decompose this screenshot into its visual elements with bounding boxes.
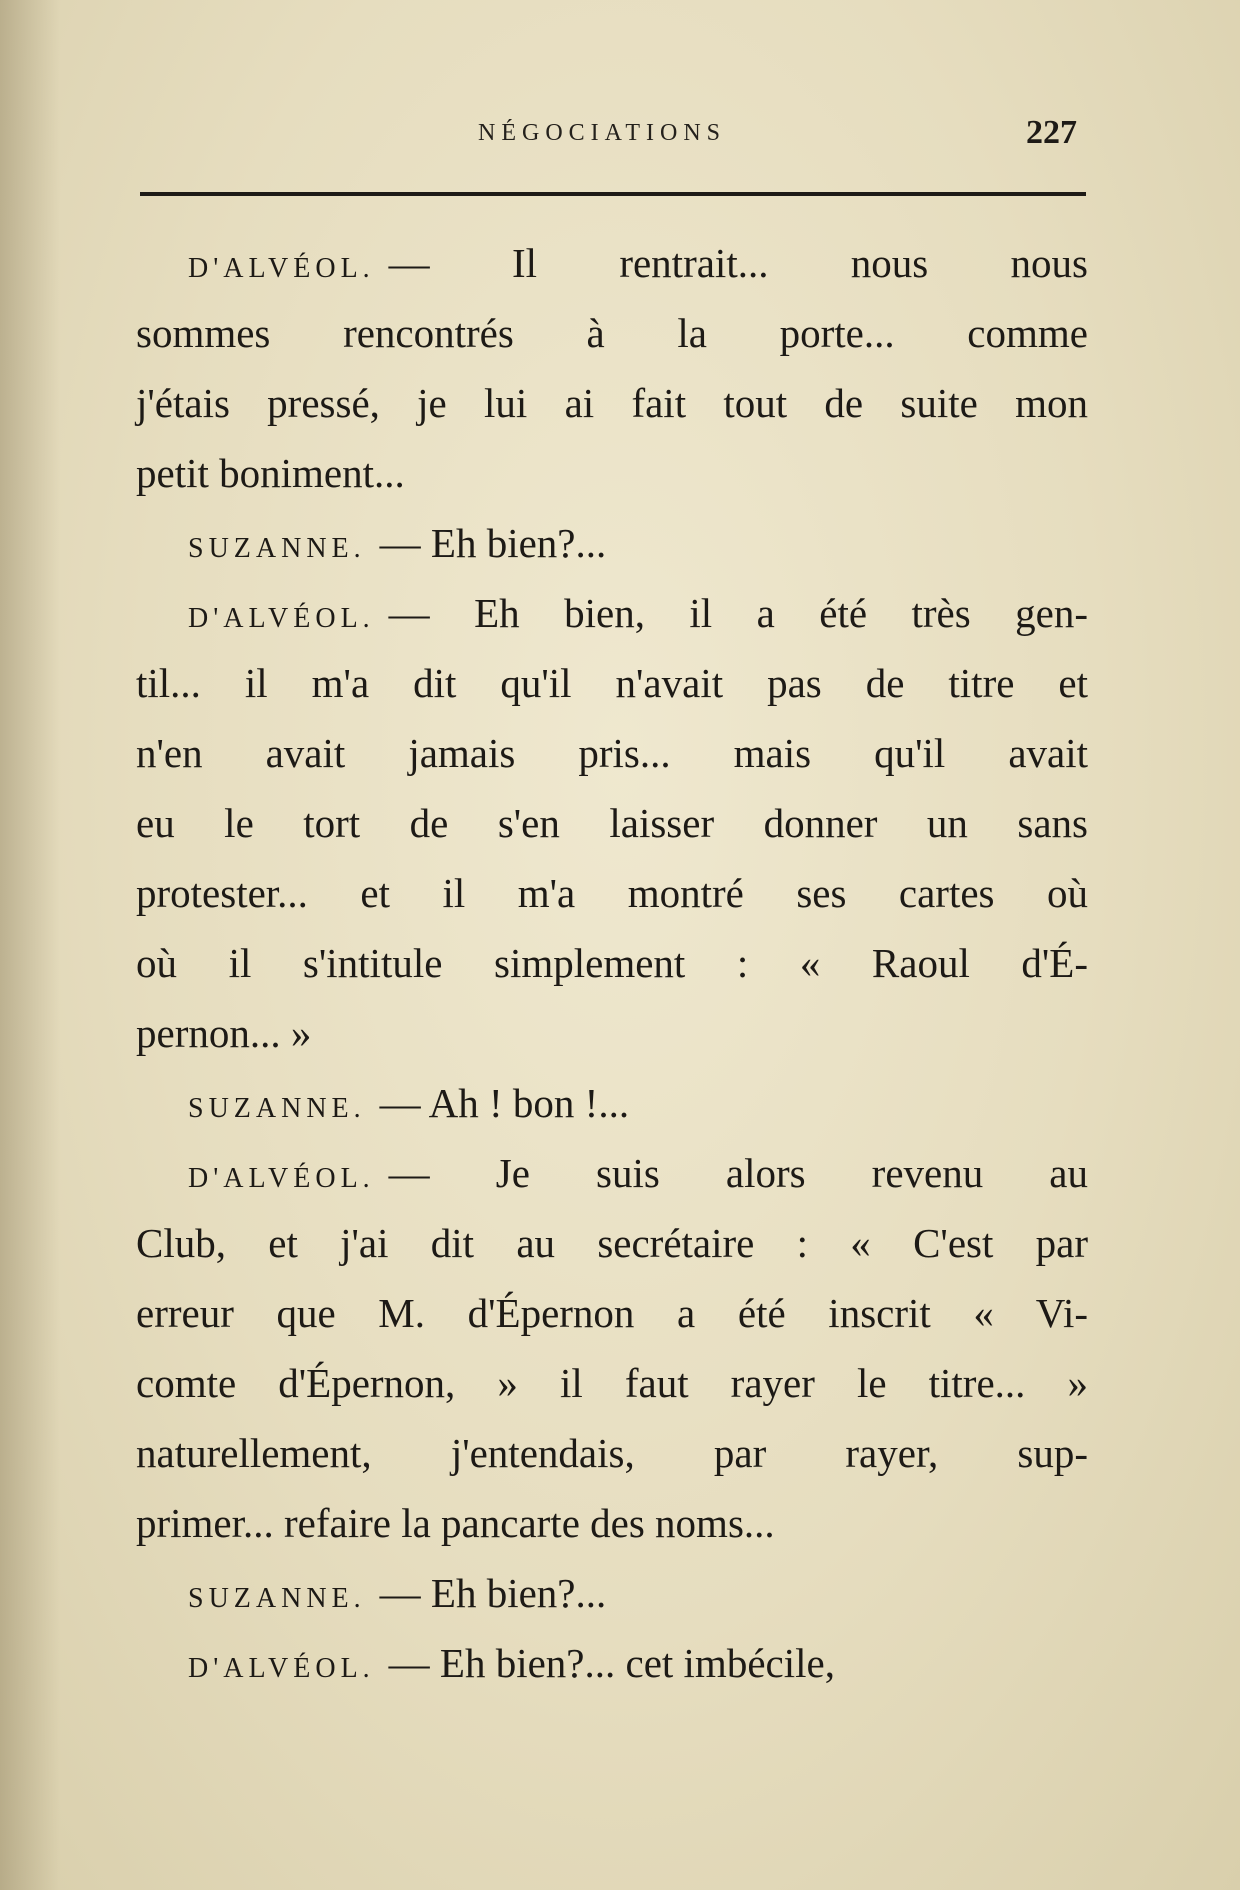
text-line <box>136 1558 1088 1628</box>
line-text: — Eh bien?... <box>379 1570 607 1616</box>
text-line <box>136 648 1088 718</box>
line-text: j'étais pressé, je lui ai fait tout de suite mon <box>136 380 1088 426</box>
text-line <box>136 998 1088 1068</box>
header-rule <box>140 192 1086 196</box>
text-line <box>136 718 1088 788</box>
line-text: — Eh bien, il a été très gen- <box>388 590 1088 636</box>
line-text: petit boniment... <box>136 450 405 496</box>
text-line <box>136 1348 1088 1418</box>
line-text: où il s'intitule simplement : « Raoul d'É- <box>136 940 1088 986</box>
text-line <box>136 1418 1088 1488</box>
text-line <box>136 788 1088 858</box>
page-body <box>136 228 1088 1698</box>
text-line <box>136 1208 1088 1278</box>
page-number: 227 <box>1026 114 1077 151</box>
text-line <box>136 1488 1088 1558</box>
line-text: primer... refaire la pancarte des noms... <box>136 1500 775 1546</box>
line-text: — Eh bien?... <box>379 520 607 566</box>
speaker-name: D'ALVÉOL. <box>188 1163 375 1194</box>
text-line <box>136 1138 1088 1208</box>
speaker-name: D'ALVÉOL. <box>188 1653 375 1684</box>
page-shadow <box>0 0 60 1890</box>
speaker-name: SUZANNE. <box>188 1093 366 1124</box>
text-line <box>136 1068 1088 1138</box>
line-text: Club, et j'ai dit au secrétaire : « C'est par <box>136 1220 1088 1266</box>
line-text: sommes rencontrés à la porte... comme <box>136 310 1088 356</box>
page-header <box>0 114 1240 158</box>
line-text: — Eh bien?... cet imbécile, <box>388 1640 835 1686</box>
text-line <box>136 368 1088 438</box>
speaker-name: D'ALVÉOL. <box>188 603 375 634</box>
line-text: pernon... » <box>136 1010 312 1056</box>
speaker-name: SUZANNE. <box>188 533 366 564</box>
line-text: n'en avait jamais pris... mais qu'il avait <box>136 730 1088 776</box>
text-line <box>136 1628 1088 1698</box>
text-line <box>136 1278 1088 1348</box>
running-title: NÉGOCIATIONS <box>478 120 726 146</box>
line-text: — Ah ! bon !... <box>379 1080 630 1126</box>
speaker-name: D'ALVÉOL. <box>188 253 375 284</box>
line-text: til... il m'a dit qu'il n'avait pas de titre et <box>136 660 1088 706</box>
text-line <box>136 438 1088 508</box>
line-text: eu le tort de s'en laisser donner un sans <box>136 800 1088 846</box>
line-text: comte d'Épernon, » il faut rayer le titre... » <box>136 1360 1088 1406</box>
text-line <box>136 508 1088 578</box>
line-text: — Il rentrait... nous nous <box>388 240 1088 286</box>
text-line <box>136 928 1088 998</box>
text-line <box>136 298 1088 368</box>
text-line <box>136 228 1088 298</box>
line-text: naturellement, j'entendais, par rayer, sup- <box>136 1430 1088 1476</box>
line-text: — Je suis alors revenu au <box>388 1150 1088 1196</box>
text-line <box>136 858 1088 928</box>
line-text: erreur que M. d'Épernon a été inscrit « Vi- <box>136 1290 1088 1336</box>
speaker-name: SUZANNE. <box>188 1583 366 1614</box>
text-line <box>136 578 1088 648</box>
line-text: protester... et il m'a montré ses cartes où <box>136 870 1088 916</box>
